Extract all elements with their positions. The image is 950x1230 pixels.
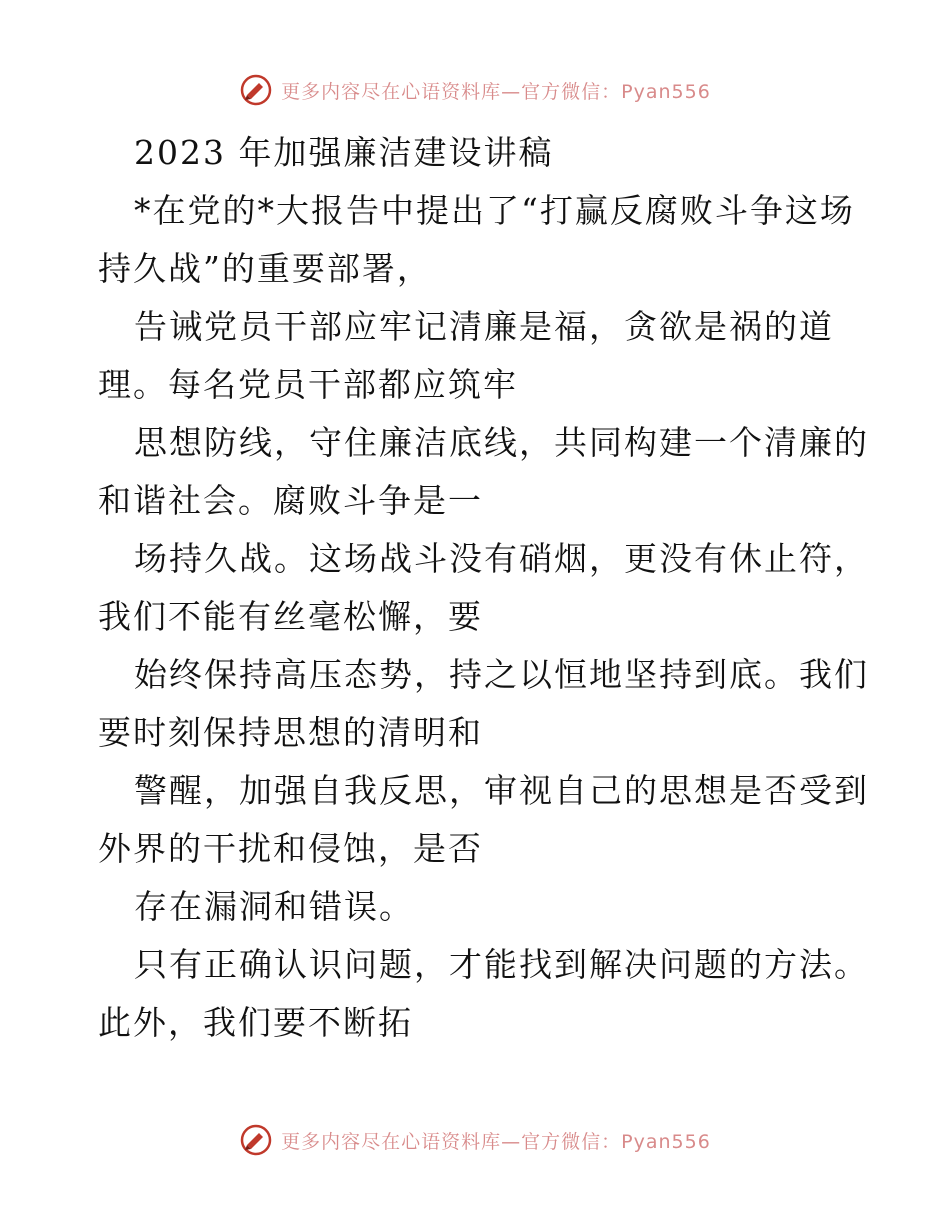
header-watermark: [0, 70, 950, 110]
text-line: 我们不能有丝毫松懈，要: [98, 597, 483, 636]
text-line: 只有正确认识问题，才能找到解决问题的方法。: [134, 945, 869, 984]
book-pen-logo-icon: [239, 73, 273, 107]
text-line: 要时刻保持思想的清明和: [98, 713, 483, 752]
text-line: 此外，我们要不断拓: [98, 1003, 413, 1042]
text-line: 思想防线，守住廉洁底线，共同构建一个清廉的: [134, 423, 869, 462]
footer-watermark-text: 更多内容尽在心语资料库—官方微信：Pyan556: [281, 1130, 711, 1153]
text-line: 始终保持高压态势，持之以恒地坚持到底。我们: [134, 655, 869, 694]
text-line: 警醒，加强自我反思，审视自己的思想是否受到: [134, 771, 869, 810]
text-line: 2023 年加强廉洁建设讲稿: [134, 133, 554, 172]
text-line: 存在漏洞和错误。: [134, 887, 414, 926]
text-line: 持久战”的重要部署，: [98, 249, 432, 288]
document-body: [98, 124, 869, 1052]
text-line: *在党的*大报告中提出了“打赢反腐败斗争这场: [134, 191, 855, 230]
text-line: 理。每名党员干部都应筑牢: [98, 365, 518, 404]
text-line: 场持久战。这场战斗没有硝烟，更没有休止符，: [134, 539, 869, 578]
book-pen-logo-icon: [239, 1123, 273, 1157]
header-watermark-text: 更多内容尽在心语资料库—官方微信：Pyan556: [281, 80, 711, 103]
text-line: 和谐社会。腐败斗争是一: [98, 481, 483, 520]
footer-watermark: [0, 1120, 950, 1160]
text-line: 外界的干扰和侵蚀，是否: [98, 829, 483, 868]
text-line: 告诫党员干部应牢记清廉是福，贪欲是祸的道: [134, 307, 834, 346]
